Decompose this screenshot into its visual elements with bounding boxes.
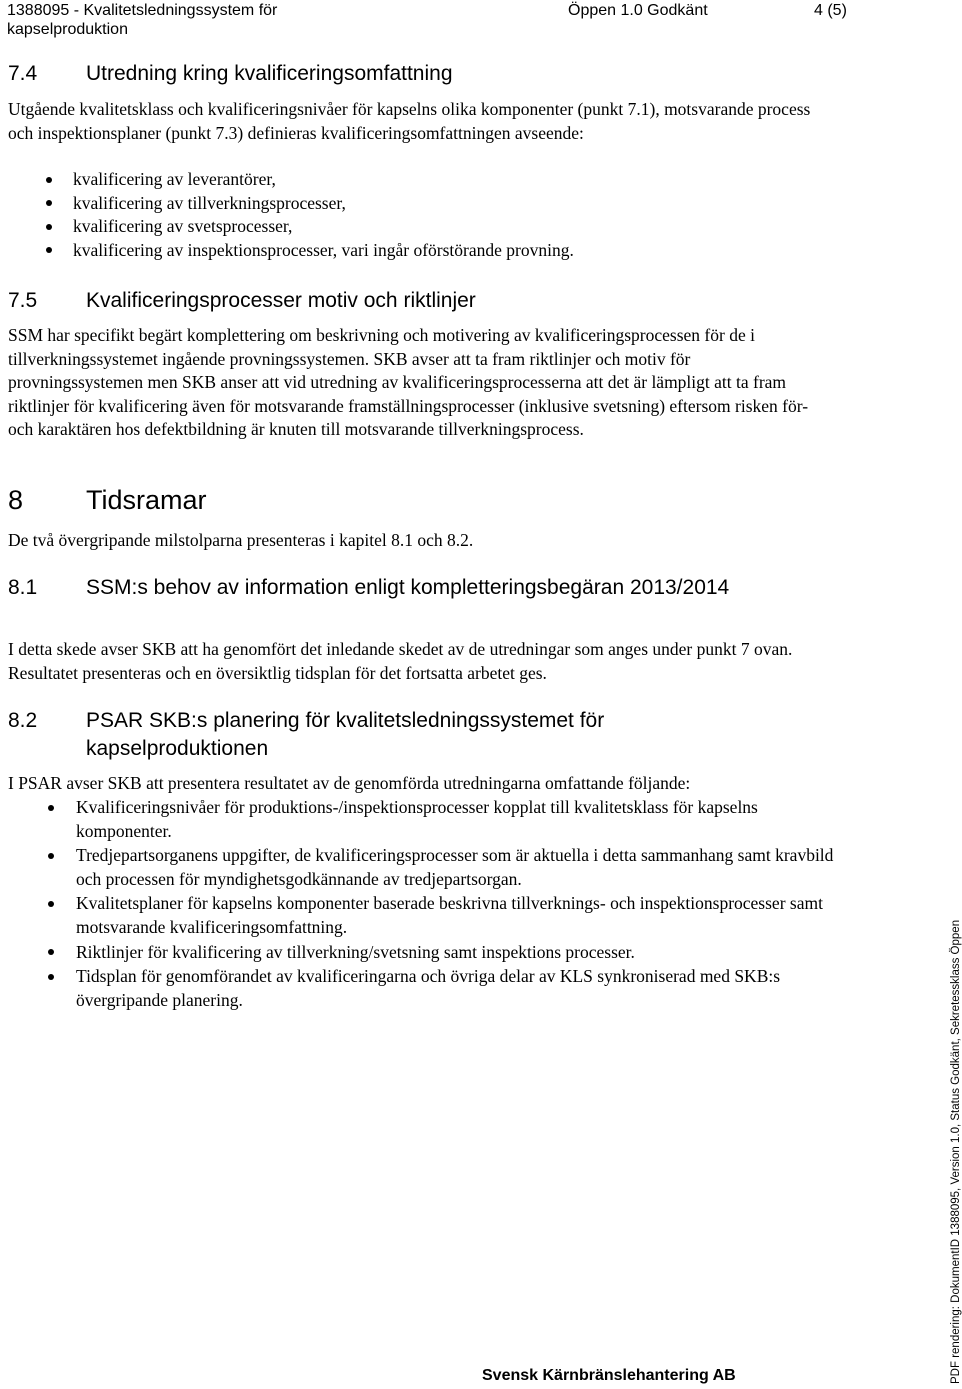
heading-7-4-number: 7.4 bbox=[8, 62, 38, 85]
bullet-icon bbox=[48, 805, 54, 811]
heading-8 bbox=[8, 485, 768, 517]
section-8-body: De två övergripande milstolparna presenteras i kapitel 8.1 och 8.2. bbox=[8, 530, 474, 550]
list-item bbox=[8, 941, 838, 965]
list-item bbox=[8, 892, 838, 939]
list-item bbox=[8, 215, 828, 239]
list-item bbox=[8, 844, 838, 891]
list-item-text: Kvalificeringsnivåer för produktions-/inspektionsprocesser kopplat till kvalitetsklass för kapselns komponenter. bbox=[76, 797, 758, 841]
header-page-number: 4 (5) bbox=[814, 2, 847, 19]
heading-8-2-title: PSAR SKB:s planering för kvalitetsledningssystemet för kapselproduktionen bbox=[86, 709, 605, 760]
list-item bbox=[8, 796, 838, 843]
list-item-text: kvalificering av tillverkningsprocesser, bbox=[73, 192, 346, 213]
heading-8-number: 8 bbox=[8, 485, 24, 515]
list-item-text: Tredjepartsorganens uppgifter, de kvalificeringsprocesser som är aktuella i detta sammanhang samt kravbild och processen för myndighetsgodkännande av tredjepartsorgan. bbox=[76, 845, 834, 889]
heading-8-2 bbox=[8, 707, 768, 763]
heading-7-5 bbox=[8, 287, 768, 315]
section-8-2-intro: I PSAR avser SKB att presentera resultatet av de genomförda utredningarna omfattande följande: bbox=[8, 773, 691, 793]
heading-8-2-number: 8.2 bbox=[8, 709, 38, 732]
pdf-rendering-note: PDF rendering: DokumentID 1388095, Version 1.0, Status Godkänt, Sekretessklass Öppen bbox=[950, 919, 962, 1384]
heading-8-1-title: SSM:s behov av information enligt kompletteringsbegäran 2013/2014 bbox=[86, 576, 730, 599]
section-7-5-body: SSM har specifikt begärt komplettering om beskrivning och motivering av kvalificeringsprocessen för de i tillverkningssystemet ingående provningssystemen. SKB avser att ta fram riktlinjer och motiv för provningssystemen men SKB anser att vid utredning av kvalificeringsprocesserna att det är lämpligt att ta fram riktlinjer för kvalificering även för motsvarande framställningsprocesser (inklusive svetsning) eftersom risken för- och karaktären hos defektbildning är knuten till motsvarande tillverkningsprocess. bbox=[8, 325, 809, 440]
header-document-title: 1388095 - Kvalitetsledningssystem för kapselproduktion bbox=[7, 2, 278, 38]
bullet-icon bbox=[46, 247, 52, 253]
bullet-icon bbox=[46, 224, 52, 230]
heading-7-4 bbox=[8, 60, 768, 88]
list-item-text: Riktlinjer för kvalificering av tillverkning/svetsning samt inspektions processer. bbox=[76, 941, 635, 962]
list-item-text: Kvalitetsplaner för kapselns komponenter baserade beskrivna tillverknings- och inspektionsprocesser samt motsvarande kvalificeringsomfattning. bbox=[76, 893, 823, 937]
heading-8-title: Tidsramar bbox=[86, 485, 207, 515]
heading-8-1 bbox=[8, 574, 768, 630]
bullet-icon bbox=[48, 901, 54, 907]
heading-8-1-number: 8.1 bbox=[8, 576, 38, 599]
heading-7-5-title: Kvalificeringsprocesser motiv och riktlinjer bbox=[86, 289, 476, 312]
list-item bbox=[8, 239, 828, 263]
list-item-text: kvalificering av inspektionsprocesser, vari ingår oförstörande provning. bbox=[73, 239, 574, 260]
list-item bbox=[8, 168, 828, 192]
bullet-icon bbox=[46, 200, 52, 206]
bullet-icon bbox=[48, 974, 54, 980]
heading-7-5-number: 7.5 bbox=[8, 289, 38, 312]
list-item bbox=[8, 965, 838, 1012]
bullet-icon bbox=[48, 949, 54, 955]
section-7-4-intro: Utgående kvalitetsklass och kvalificeringsnivåer för kapselns olika komponenter (punkt 7.1), motsvarande process och inspektionsplaner (punkt 7.3) definieras kvalificeringsomfattningen avseende: bbox=[8, 99, 811, 143]
footer-company-name: Svensk Kärnbränslehantering AB bbox=[482, 1367, 736, 1384]
list-item bbox=[8, 192, 828, 216]
list-item-text: kvalificering av svetsprocesser, bbox=[73, 216, 293, 237]
section-8-2-list bbox=[8, 796, 838, 1013]
header-document-status: Öppen 1.0 Godkänt bbox=[568, 2, 708, 19]
heading-7-4-title: Utredning kring kvalificeringsomfattning bbox=[86, 62, 453, 85]
list-item-text: Tidsplan för genomförandet av kvalificeringarna och övriga delar av KLS synkroniserad med SKB:s övergripande planering. bbox=[76, 966, 781, 1010]
section-8-1-body: I detta skede avser SKB att ha genomfört det inledande skedet av de utredningar som anges under punkt 7 ovan. Resultatet presenteras och en översiktlig tidsplan för det fortsatta arbetet ges. bbox=[8, 639, 793, 683]
section-7-4-list bbox=[8, 168, 828, 262]
bullet-icon bbox=[46, 177, 52, 183]
list-item-text: kvalificering av leverantörer, bbox=[73, 169, 276, 189]
bullet-icon bbox=[48, 853, 54, 859]
